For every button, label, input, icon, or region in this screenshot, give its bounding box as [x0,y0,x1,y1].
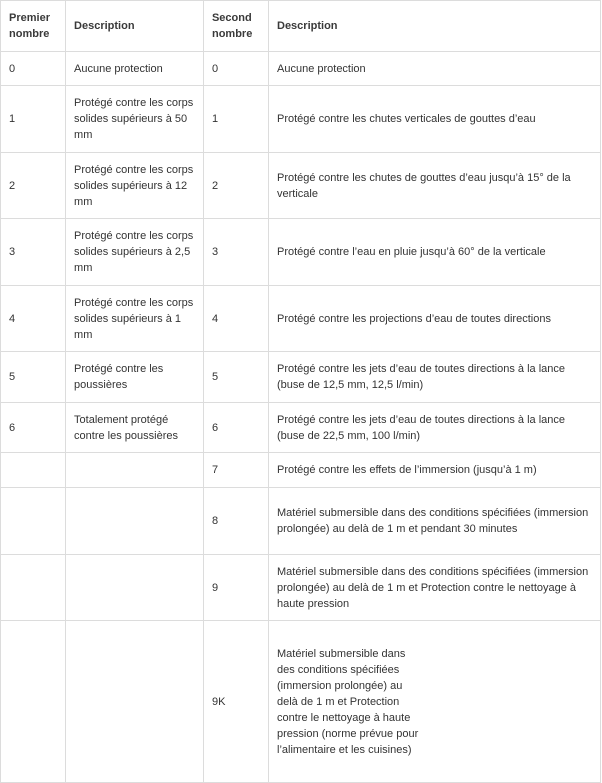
table-row [1,86,601,153]
first-description-cell [66,555,204,621]
first-description-cell [66,488,204,555]
second-description-cell: Protégé contre les projections d’eau de toutes directions [269,286,601,352]
first-description-cell: Protégé contre les corps solides supérieurs à 2,5 mm [66,219,204,286]
second-number-cell: 3 [203,219,268,286]
second-description-cell: Matériel submersible dans des conditions spécifiées (immersion prolongée) au delà de 1 m et pendant 30 minutes [269,488,601,555]
first-number-cell: 6 [1,403,66,453]
first-description-cell: Protégé contre les poussières [66,352,204,403]
second-number-cell: 1 [203,86,268,153]
second-number-cell: 9K [203,621,268,783]
second-number-cell: 7 [203,453,268,488]
first-number-cell: 4 [1,286,66,352]
table-row [1,153,601,219]
table-row [1,403,601,453]
second-number-cell: 8 [203,488,268,555]
table-row [1,453,601,488]
first-number-cell: 1 [1,86,66,153]
second-description-cell: Protégé contre les jets d’eau de toutes directions à la lance (buse de 22,5 mm, 100 l/min) [269,403,601,453]
second-number-cell: 5 [203,352,268,403]
header-second-description: Description [269,1,601,52]
header-first-number: Premier nombre [1,1,66,52]
second-description-text: Matériel submersible dans des conditions spécifiées (immersion prolongée) au delà de 1 m et Protection contre le nettoyage à haute pression (norme prévue pour l’alimentaire et les cuisines) [277,647,419,756]
second-description-cell [269,621,601,783]
second-number-cell: 6 [203,403,268,453]
first-number-cell [1,555,66,621]
first-description-cell: Aucune protection [66,52,204,86]
table-row [1,352,601,403]
header-first-description: Description [66,1,204,52]
first-description-cell: Protégé contre les corps solides supérieurs à 50 mm [66,86,204,153]
first-description-cell: Totalement protégé contre les poussières [66,403,204,453]
table-row [1,219,601,286]
first-number-cell: 0 [1,52,66,86]
first-number-cell [1,621,66,783]
first-description-cell: Protégé contre les corps solides supérieurs à 12 mm [66,153,204,219]
first-description-cell [66,621,204,783]
first-number-cell [1,453,66,488]
table-row [1,488,601,555]
table-row [1,621,601,783]
second-description-cell: Protégé contre les effets de l’immersion (jusqu’à 1 m) [269,453,601,488]
second-description-cell: Protégé contre l’eau en pluie jusqu’à 60° de la verticale [269,219,601,286]
table-row [1,52,601,86]
header-second-number: Second nombre [203,1,268,52]
second-number-cell: 2 [203,153,268,219]
second-description-cell: Aucune protection [269,52,601,86]
first-description-cell: Protégé contre les corps solides supérieurs à 1 mm [66,286,204,352]
first-number-cell: 2 [1,153,66,219]
second-number-cell: 0 [203,52,268,86]
table-row [1,286,601,352]
first-number-cell: 3 [1,219,66,286]
second-number-cell: 4 [203,286,268,352]
table-row [1,555,601,621]
second-number-cell: 9 [203,555,268,621]
first-description-cell [66,453,204,488]
table-header-row [1,1,601,52]
first-number-cell: 5 [1,352,66,403]
second-description-cell: Protégé contre les jets d’eau de toutes directions à la lance (buse de 12,5 mm, 12,5 l/min) [269,352,601,403]
first-number-cell [1,488,66,555]
second-description-cell: Protégé contre les chutes verticales de gouttes d’eau [269,86,601,153]
second-description-cell: Protégé contre les chutes de gouttes d’eau jusqu’à 15° de la verticale [269,153,601,219]
second-description-cell: Matériel submersible dans des conditions spécifiées (immersion prolongée) au delà de 1 m et Protection contre le nettoyage à haute pression [269,555,601,621]
